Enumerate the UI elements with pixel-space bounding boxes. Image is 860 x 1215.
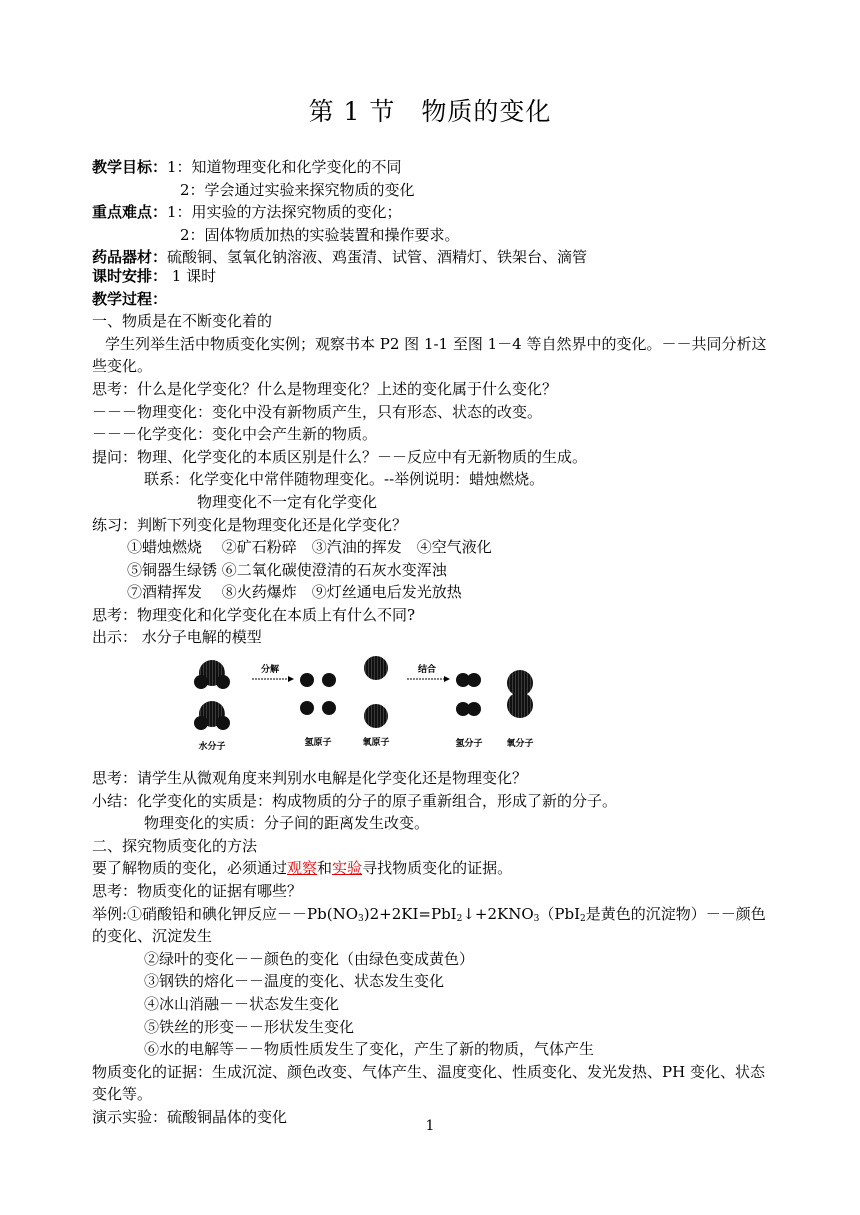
page-title: 第 1 节 物质的变化: [308, 97, 552, 126]
think-line: 思考：物质变化的证据有哪些？: [92, 882, 303, 901]
molecule-diagram: [182, 649, 622, 767]
think-line: 思考：物理变化和化学变化在本质上有什么不同?: [92, 605, 416, 624]
reaction-text: ↓+2KNO: [462, 904, 534, 923]
reaction-text: )2+2KI=PbI: [363, 904, 457, 923]
example-item: ③钢铁的熔化－－温度的变化、状态发生变化: [144, 972, 445, 991]
definition-chemical: －－－化学变化：变化中会产生新的物质。: [92, 425, 378, 444]
key-point-item: 2：固体物质加热的实验装置和操作要求。: [180, 225, 460, 244]
demo-line: 演示实验：硫酸铜晶体的变化: [92, 1107, 288, 1126]
method-text: 寻找物质变化的证据。: [362, 859, 513, 878]
subscript: 3: [533, 913, 540, 924]
subscript: 2: [580, 913, 586, 924]
arrow-label: 分解: [260, 665, 280, 676]
hydrogen-atom-icon: [300, 673, 336, 715]
reaction-text: 是黄色的沉淀物）－－颜色的变化、沉淀发生: [92, 904, 766, 946]
key-points-label: 重点难点：: [92, 203, 168, 222]
objectives-label: 教学目标：: [92, 158, 168, 176]
schedule-text: 1 课时: [167, 266, 217, 285]
section-heading: 一、物质是在不断变化着的: [92, 312, 273, 331]
oxygen-atom-icon: [364, 656, 388, 728]
materials-text: 硫酸铜、氢氧化钠溶液、鸡蛋清、试管、酒精灯、铁架台、滴管: [167, 248, 588, 267]
water-molecule-icon: [194, 701, 230, 730]
exercise-items: ①蜡烛燃烧 ②矿石粉碎 ③汽油的挥发 ④空气液化: [127, 538, 492, 557]
question-line: 提问：物理、化学变化的本质区别是什么？－－反应中有无新物质的生成。: [92, 447, 588, 466]
subscript: 2: [456, 913, 463, 924]
example-item: ④冰山消融－－状态发生变化: [144, 995, 340, 1013]
method-line: [92, 857, 772, 880]
oxygen-molecule-icon: [507, 670, 533, 718]
figure-label: 氧分子: [506, 739, 534, 750]
document-body: [92, 156, 772, 1129]
example-reaction: [92, 903, 772, 948]
hydrogen-molecule-icon: [456, 673, 481, 716]
water-electrolysis-model-figure: [182, 649, 622, 767]
example-item: ②绿叶的变化－－颜色的变化（由绿色变成黄色）: [144, 949, 475, 968]
keyword-experiment: 实验: [332, 859, 363, 878]
keyword-observe: 观察: [287, 859, 318, 878]
figure-label: 水分子: [198, 742, 226, 753]
relation-line: 联系：化学变化中常伴随物理变化。--举例说明：蜡烛燃烧。: [144, 470, 545, 489]
reaction-text: 举例:①硝酸铅和碘化钾反应－－Pb(NO: [92, 904, 359, 923]
method-text: 和: [317, 859, 333, 878]
process-label: 教学过程：: [92, 289, 168, 308]
reaction-text: （PbI: [539, 904, 580, 923]
figure-label: 氧原子: [362, 738, 390, 749]
exercise-items: ⑦酒精挥发 ⑧火药爆炸 ⑨灯丝通电后发光放热: [127, 583, 462, 602]
think-line: 思考：什么是化学变化？什么是物理变化？上述的变化属于什么变化？: [92, 379, 558, 398]
think-line: 思考：请学生从微观角度来判别水电解是化学变化还是物理变化？: [92, 769, 528, 788]
evidence-paragraph: 物质变化的证据：生成沉淀、颜色改变、气体产生、温度变化、性质变化、发光发热、PH 变化、状态变化等。: [92, 1062, 765, 1104]
section-heading: 二、探究物质变化的方法: [92, 836, 258, 855]
page-number: 1: [425, 1118, 435, 1134]
water-molecule-icon: [194, 660, 230, 689]
definition-physical: －－－物理变化：变化中没有新物质产生，只有形态、状态的改变。: [92, 402, 543, 421]
relation-line: 物理变化不一定有化学变化: [197, 492, 378, 511]
show-line: 出示： 水分子电解的模型: [92, 628, 262, 647]
summary-line: 小结：化学变化的实质是：构成物质的分子的原子重新组合，形成了新的分子。: [92, 791, 618, 810]
arrow-icon: [252, 676, 294, 682]
intro-paragraph: 学生列举生活中物质变化实例；观察书本 P2 图 1-1 至图 1－4 等自然界中的变化。－－共同分析这些变化。: [92, 334, 767, 376]
exercise-line: 练习：判断下列变化是物理变化还是化学变化？: [92, 515, 408, 534]
objective-item: 1：知道物理变化和化学变化的不同: [167, 158, 402, 176]
example-item: ⑥水的电解等－－物质性质发生了变化，产生了新的物质，气体产生: [144, 1040, 595, 1059]
exercise-items: ⑤铜器生绿锈 ⑥二氧化碳使澄清的石灰水变浑浊: [127, 560, 447, 579]
example-item: ⑤铁丝的形变－－形状发生变化: [144, 1017, 355, 1036]
materials-label: 药品器材：: [92, 248, 168, 267]
figure-label: 氢分子: [455, 739, 483, 750]
arrow-label: 结合: [417, 665, 437, 676]
schedule-label: 课时安排：: [92, 266, 168, 285]
objective-item: 2：学会通过实验来探究物质的变化: [180, 180, 415, 199]
summary-line: 物理变化的实质：分子间的距离发生改变。: [144, 814, 430, 833]
figure-label: 氢原子: [304, 738, 332, 749]
key-point-item: 1：用实验的方法探究物质的变化；: [167, 203, 402, 222]
method-text: 要了解物质的变化，必须通过: [92, 859, 288, 878]
arrow-icon: [407, 676, 450, 682]
subscript: 3: [358, 913, 364, 924]
